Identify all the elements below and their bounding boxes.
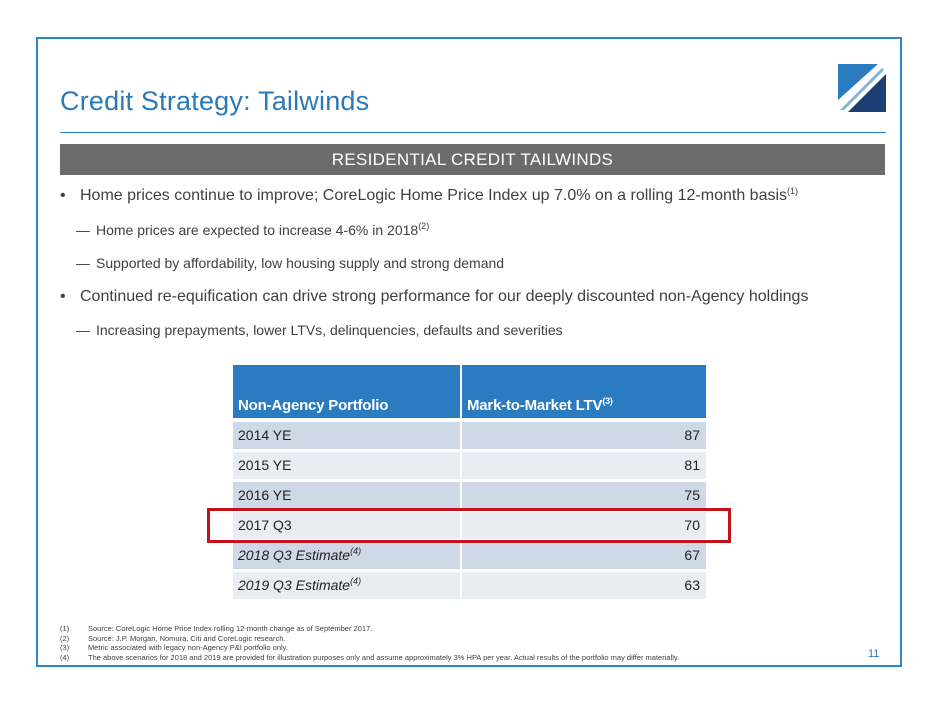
bullet-icon: •	[60, 187, 66, 204]
highlight-box	[207, 508, 731, 543]
dash-icon: —	[76, 322, 90, 338]
sub-bullet-text: Home prices are expected to increase 4-6% in 2018	[96, 222, 419, 238]
footnote	[60, 634, 820, 644]
footnote-number: (2)	[60, 633, 70, 643]
row-value: 67	[462, 542, 706, 569]
title-divider	[60, 132, 886, 133]
row-value: 75	[462, 482, 706, 509]
row-label: 2017 Q3	[233, 512, 460, 539]
page-number: 11	[868, 648, 880, 660]
bullet-item	[60, 186, 890, 206]
row-label-text: 2018 Q3 Estimate	[238, 547, 351, 563]
bullet-text: Home prices continue to improve; CoreLogic Home Price Index up 7.0% on a rolling 12-month basis	[80, 187, 788, 204]
bullet-list	[60, 186, 890, 340]
section-banner: RESIDENTIAL CREDIT TAILWINDS	[60, 144, 885, 175]
header-label: Non-Agency Portfolio	[238, 397, 389, 414]
page-title: Credit Strategy: Tailwinds	[60, 86, 370, 116]
company-logo	[838, 64, 886, 112]
sub-bullet-text: Increasing prepayments, lower LTVs, delinquencies, defaults and severities	[96, 322, 563, 338]
table-row	[233, 572, 706, 601]
dash-icon: —	[76, 255, 90, 271]
header-label: Mark-to-Market LTV	[467, 397, 603, 414]
footnote	[60, 643, 820, 653]
sub-bullet-item	[60, 253, 890, 273]
footnote-ref: (4)	[350, 546, 362, 556]
row-label: 2015 YE	[233, 452, 460, 479]
table-header-portfolio	[233, 365, 460, 418]
footnote-number: (3)	[60, 643, 70, 653]
footnote	[60, 653, 820, 663]
footnote-text: Metric associated with legacy non-Agency P&I portfolio only.	[88, 643, 288, 653]
row-label-text: 2019 Q3 Estimate	[238, 577, 351, 593]
table-row	[233, 542, 706, 571]
footnote-ref: (2)	[418, 221, 430, 231]
dash-icon: —	[76, 222, 90, 238]
footnote-ref: (1)	[787, 186, 799, 196]
row-label: 2016 YE	[233, 482, 460, 509]
sub-bullet-text: Supported by affordability, low housing supply and strong demand	[96, 255, 505, 271]
footnote	[60, 624, 820, 634]
bullet-item	[60, 287, 890, 307]
row-value: 81	[462, 452, 706, 479]
row-value: 70	[462, 512, 706, 539]
footnote-ref: (3)	[602, 396, 613, 406]
sub-bullet-item	[60, 220, 890, 240]
footnotes	[60, 624, 820, 662]
footnote-number: (4)	[60, 652, 70, 662]
row-label: 2014 YE	[233, 422, 460, 449]
footnote-text: Source: J.P. Morgan, Nomura, Citi and CoreLogic research.	[88, 633, 286, 643]
table-row	[233, 482, 706, 511]
footnote-ref: (4)	[350, 576, 362, 586]
table-row	[233, 452, 706, 481]
footnote-text: Source: CoreLogic Home Price Index rolling 12-month change as of September 2017.	[88, 624, 373, 633]
bullet-icon: •	[60, 288, 66, 305]
row-label	[233, 572, 460, 599]
row-value: 63	[462, 572, 706, 599]
sub-bullet-item	[60, 320, 890, 340]
table-row	[233, 422, 706, 451]
footnote-text: The above scenarios for 2018 and 2019 are provided for illustration purposes only and assume approximately 3% HPA per year. Actual results of the portfolio may differ materially.	[88, 652, 680, 662]
table-header-ltv	[462, 365, 706, 418]
footnote-number: (1)	[60, 624, 70, 633]
row-value: 87	[462, 422, 706, 449]
bullet-text: Continued re-equification can drive strong performance for our deeply discounted non-Agency holdings	[80, 288, 809, 305]
row-label	[233, 542, 460, 569]
